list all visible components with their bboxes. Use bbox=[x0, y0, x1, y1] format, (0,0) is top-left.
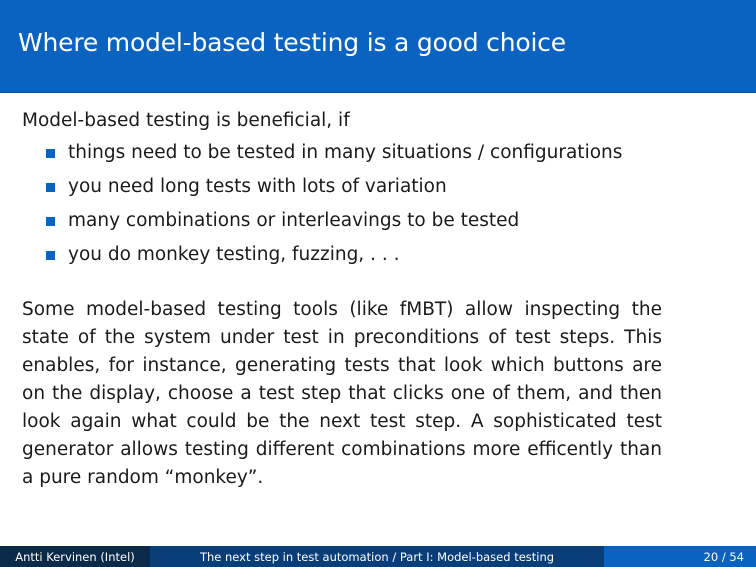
list-item bbox=[46, 140, 682, 174]
slide-body bbox=[22, 108, 682, 492]
body-paragraph: Some model-based testing tools (like fMBT) allow inspecting the state of the system under test in preconditions of test steps. This enables, for instance, generating tests that look which buttons are on the display, choose a test step that clicks one of them, and then look again what could be the next test step. A sophisticated test generator allows testing different combinations more efficently than a pure random “monkey”. bbox=[22, 299, 662, 488]
square-bullet-icon bbox=[46, 217, 55, 226]
footer-author: Antti Kervinen (Intel) bbox=[0, 546, 150, 567]
list-item-text: you do monkey testing, fuzzing, . . . bbox=[68, 244, 400, 265]
list-item bbox=[46, 174, 682, 208]
intro-text: Model-based testing is beneficial, if bbox=[22, 110, 350, 131]
footer-title: The next step in test automation / Part I: Model-based testing bbox=[150, 546, 604, 567]
footer-bar bbox=[0, 546, 756, 567]
slide-title-bar bbox=[0, 0, 756, 93]
square-bullet-icon bbox=[46, 149, 55, 158]
list-item bbox=[46, 242, 682, 276]
square-bullet-icon bbox=[46, 183, 55, 192]
list-item-text: things need to be tested in many situations / configurations bbox=[68, 142, 623, 163]
square-bullet-icon bbox=[46, 251, 55, 260]
list-item-text: many combinations or interleavings to be tested bbox=[68, 210, 520, 231]
footer-page-number: 20 / 54 bbox=[604, 546, 756, 567]
slide-title: Where model-based testing is a good choice bbox=[18, 28, 566, 57]
list-item bbox=[46, 208, 682, 242]
bullet-list bbox=[22, 140, 682, 276]
list-item-text: you need long tests with lots of variation bbox=[68, 176, 447, 197]
